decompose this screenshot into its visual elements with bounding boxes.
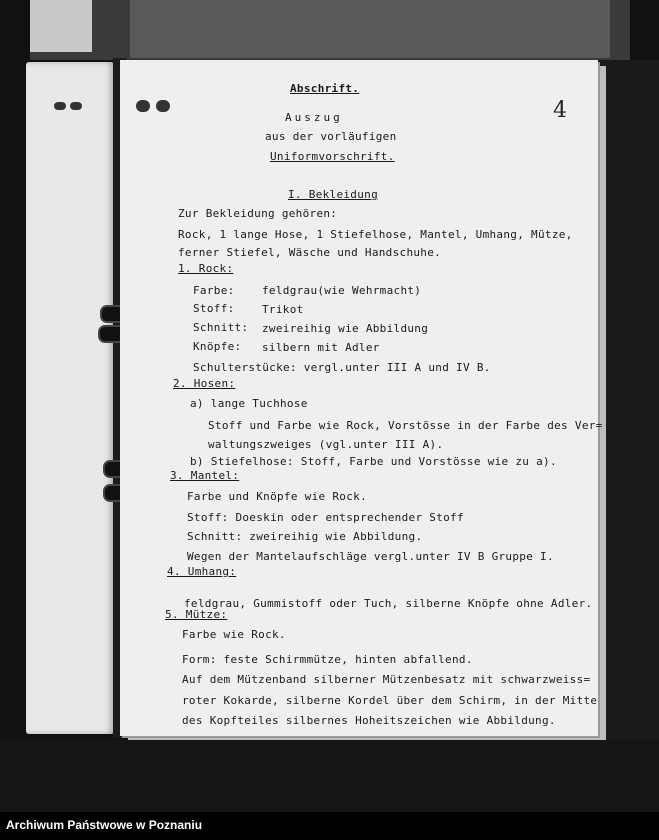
text-line: Stoff: Doeskin oder entsprechender Stoff xyxy=(187,511,464,524)
subsection-heading: 5. Mütze: xyxy=(165,608,228,621)
field-label: Knöpfe: xyxy=(193,340,242,353)
subsection-heading: 2. Hosen: xyxy=(173,377,236,390)
title-line: Uniformvorschrift. xyxy=(270,150,395,163)
text-line: waltungszweiges (vgl.unter III A). xyxy=(208,438,444,451)
heading: Abschrift. xyxy=(290,82,360,95)
field-label: Schnitt: xyxy=(193,321,249,334)
text-line: Form: feste Schirmmütze, hinten abfallend. xyxy=(182,653,473,666)
text-line: Stoff und Farbe wie Rock, Vorstösse in der Farbe des Ver= xyxy=(208,419,603,432)
text-line: b) Stiefelhose: Stoff, Farbe und Vorstösse wie zu a). xyxy=(190,455,557,468)
text-line: Schulterstücke: vergl.unter III A und IV B. xyxy=(193,361,491,374)
background-card xyxy=(130,0,610,58)
background-bottom xyxy=(0,740,659,812)
text-line: Auf dem Mützenband silberner Mützenbesatz mit schwarzweiss= xyxy=(182,673,591,686)
archive-caption: Archiwum Państwowe w Poznaniu xyxy=(6,818,203,832)
subsection-heading: 1. Rock: xyxy=(178,262,234,275)
title-line: aus der vorläufigen xyxy=(265,130,397,143)
field-value: feldgrau(wie Wehrmacht) xyxy=(262,284,422,297)
text-line: Farbe wie Rock. xyxy=(182,628,286,641)
text-line: ferner Stiefel, Wäsche und Handschuhe. xyxy=(178,246,442,259)
subsection-heading: 4. Umhang: xyxy=(167,565,237,578)
page-number: 4 xyxy=(553,98,567,123)
text-line: a) lange Tuchhose xyxy=(190,397,308,410)
text-line: roter Kokarde, silberne Kordel über dem Schirm, in der Mitte xyxy=(182,694,598,707)
background-edge xyxy=(600,60,659,760)
text-line: feldgrau, Gummistoff oder Tuch, silberne Knöpfe ohne Adler. xyxy=(184,597,593,610)
punch-hole xyxy=(70,102,82,110)
field-label: Farbe: xyxy=(193,284,235,297)
text-line: des Kopfteiles silbernes Hoheitszeichen wie Abbildung. xyxy=(182,714,556,727)
subsection-heading: 3. Mantel: xyxy=(170,469,240,482)
binder-left-cover xyxy=(26,62,114,734)
punch-hole xyxy=(156,100,170,112)
section-heading: I. Bekleidung xyxy=(288,188,378,201)
field-value: zweireihig wie Abbildung xyxy=(262,322,429,335)
field-value: silbern mit Adler xyxy=(262,341,380,354)
text-line: Rock, 1 lange Hose, 1 Stiefelhose, Mantel, Umhang, Mütze, xyxy=(178,228,573,241)
text-line: Farbe und Knöpfe wie Rock. xyxy=(187,490,367,503)
punch-hole xyxy=(136,100,150,112)
text-line: Wegen der Mantelaufschläge vergl.unter IV B Gruppe I. xyxy=(187,550,554,563)
text-line: Zur Bekleidung gehören: xyxy=(178,207,338,220)
text-line: Schnitt: zweireihig wie Abbildung. xyxy=(187,530,423,543)
punch-hole xyxy=(54,102,66,110)
field-value: Trikot xyxy=(262,303,304,316)
field-label: Stoff: xyxy=(193,302,235,315)
title-line: Auszug xyxy=(285,111,343,124)
background-card xyxy=(30,0,92,52)
